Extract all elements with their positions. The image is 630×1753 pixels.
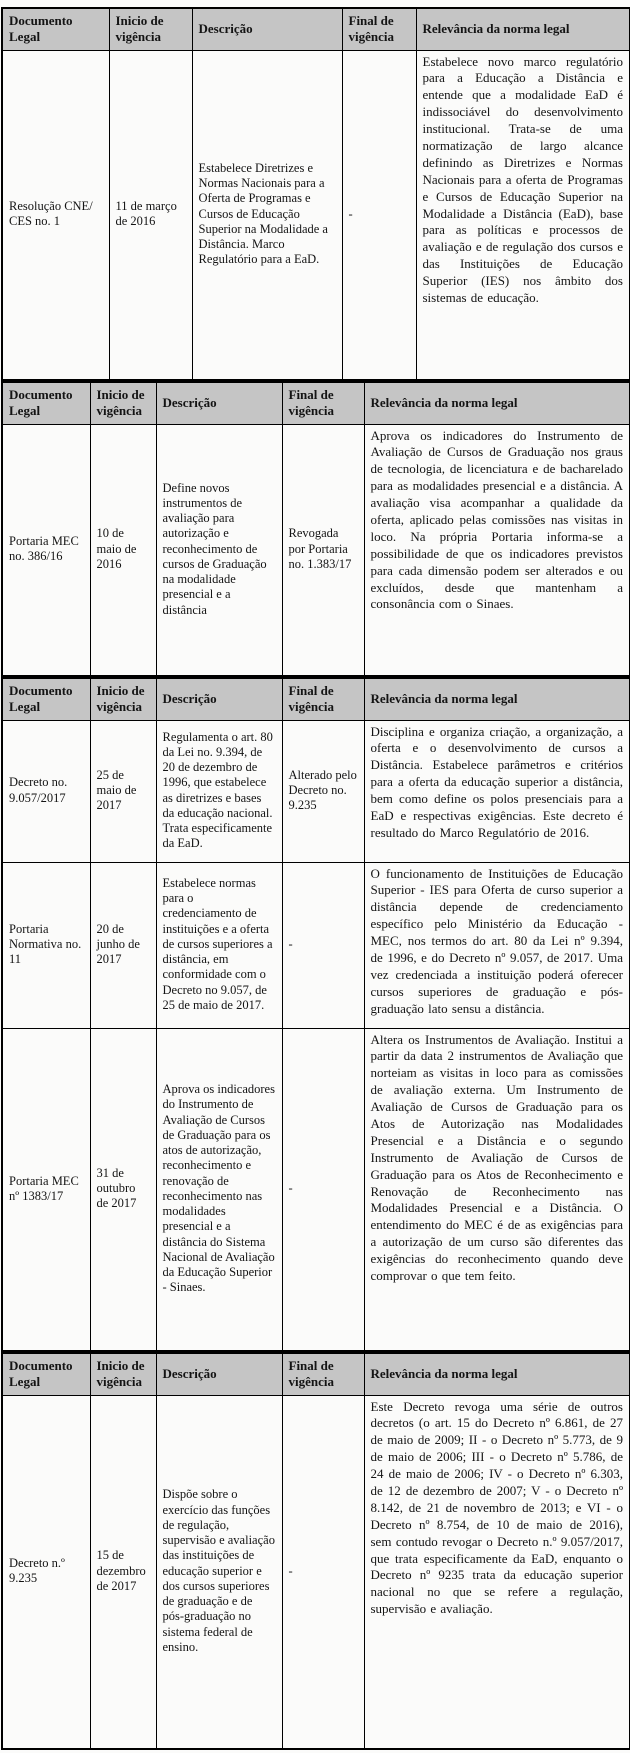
col-header-inicio-vigencia: Inicio de vigência [90, 1353, 156, 1395]
cell-final-vigencia: - [282, 1028, 364, 1351]
col-header-final-vigencia: Final de vigência [282, 1353, 364, 1395]
cell-relevancia: O funcionamento de Instituições de Educação Superior - IES para Oferta de curso superior a distância depende de credenciamento específico pelo Ministério da Educação - MEC, nos termos do art. 80 da Lei nº 9.394, de 1996, e do Decreto nº 9.057, de 2017. Uma vez credenciada a instituição poderá oferecer cursos superiores de graduação e pós-graduação lato sensu a distância. [364, 862, 630, 1028]
cell-documento-legal: Decreto no. 9.057/2017 [2, 720, 90, 862]
cell-inicio-vigencia: 11 de março de 2016 [109, 50, 192, 380]
cell-final-vigencia: Alterado pelo Decreto no. 9.235 [282, 720, 364, 862]
norma-table-section-2 [1, 381, 630, 677]
col-header-relevancia: Relevância da norma legal [364, 1353, 630, 1395]
col-header-documento-legal: Documento Legal [2, 382, 90, 424]
cell-descricao: Estabelece Diretrizes e Normas Nacionais para a Oferta de Programas e Cursos de Educação Superior na Modalidade a Distância. Marco Regulatório para a EaD. [192, 50, 342, 380]
col-header-relevancia: Relevância da norma legal [364, 382, 630, 424]
table-row-portaria-mec-386-16 [2, 424, 630, 676]
cell-documento-legal: Portaria MEC nº 1383/17 [2, 1028, 90, 1351]
table-row-decreto-9057-2017 [2, 720, 630, 862]
table-row-portaria-mec-1383-17 [2, 1028, 630, 1351]
cell-documento-legal: Resolução CNE/ CES no. 1 [2, 50, 109, 380]
col-header-inicio-vigencia: Inicio de vigência [90, 382, 156, 424]
cell-descricao: Define novos instrumentos de avaliação para autorização e reconhecimento de cursos de Graduação na modalidade presencial e a distância [156, 424, 282, 676]
cell-descricao: Aprova os indicadores do Instrumento de Avaliação de Cursos de Graduação para os atos de autorização, reconhecimento e renovação de reconhecimento nas modalidades presencial e a distância do Sistema Nacional de Avaliação da Educação Superior - Sinaes. [156, 1028, 282, 1351]
col-header-relevancia: Relevância da norma legal [416, 8, 630, 50]
cell-documento-legal: Portaria MEC no. 386/16 [2, 424, 90, 676]
table-row-portaria-normativa-11 [2, 862, 630, 1028]
cell-relevancia: Altera os Instrumentos de Avaliação. Institui a partir da data 2 instrumentos de Avaliação que norteiam as visitas in loco para as comissões de avaliação externa. Um Instrumento de Avaliação de Cursos de Graduação para os Atos de Autorização nas Modalidades Presencial e a Distância e o segundo Instrumento de Avaliação de Cursos de Graduação para os Atos de Reconhecimento e Renovação de Reconhecimento nas Modalidades Presencial e a Distância. O entendimento do MEC é de as exigências para a autorização de um curso são diferentes das exigências do reconhecimento quando deve comprovar o que tem feito. [364, 1028, 630, 1351]
cell-final-vigencia: - [342, 50, 416, 380]
col-header-descricao: Descrição [192, 8, 342, 50]
header-row [2, 8, 630, 50]
cell-final-vigencia: Revogada por Portaria no. 1.383/17 [282, 424, 364, 676]
col-header-inicio-vigencia: Inicio de vigência [90, 678, 156, 720]
cell-inicio-vigencia: 10 de maio de 2016 [90, 424, 156, 676]
cell-inicio-vigencia: 25 de maio de 2017 [90, 720, 156, 862]
norma-table-section-4 [1, 1352, 630, 1750]
table-row-resolucao-cne-ces-1 [2, 50, 630, 380]
cell-documento-legal: Decreto n.º 9.235 [2, 1395, 90, 1749]
cell-inicio-vigencia: 15 de dezembro de 2017 [90, 1395, 156, 1749]
cell-relevancia: Aprova os indicadores do Instrumento de Avaliação de Cursos de Graduação nos graus de tecnologia, de licenciatura e de bacharelado para as modalidades presencial e a distância. A avaliação visa acompanhar a qualidade da oferta, aplicado pelas comissões nas visitas in loco. Na própria Portaria informa-se a possibilidade de que os indicadores previstos para cada dimensão podem ser alterados e ou excluídos, desde que mantenham a consonância com o Sinaes. [364, 424, 630, 676]
cell-descricao: Dispõe sobre o exercício das funções de regulação, supervisão e avaliação das instituições de educação superior e dos cursos superiores de graduação e de pós-graduação no sistema federal de ensino. [156, 1395, 282, 1749]
col-header-final-vigencia: Final de vigência [282, 382, 364, 424]
cell-final-vigencia: - [282, 1395, 364, 1749]
norma-table-section-1 [1, 7, 630, 381]
col-header-documento-legal: Documento Legal [2, 1353, 90, 1395]
cell-inicio-vigencia: 31 de outubro de 2017 [90, 1028, 156, 1351]
col-header-documento-legal: Documento Legal [2, 8, 109, 50]
cell-documento-legal: Portaria Normativa no. 11 [2, 862, 90, 1028]
cell-relevancia: Estabelece novo marco regulatório para a Educação a Distância e entende que a modalidade EaD é indissociável do desenvolvimento institucional. Trata-se de uma normatização de largo alcance definindo as Diretrizes e Normas Nacionais para a oferta de Programas e Cursos de Educação Superior na Modalidade a Distância (EaD), base para as políticas e processos de avaliação e de regulação dos cursos e das Instituições de Educação Superior (IES) nos âmbito dos sistemas de educação. [416, 50, 630, 380]
cell-relevancia: Este Decreto revoga uma série de outros decretos (o art. 15 do Decreto nº 6.861, de 27 de maio de 2009; II - o Decreto nº 5.773, de 9 de maio de 2006; III - o Decreto nº 5.786, de 24 de maio de 2006; IV - o Decreto nº 6.303, de 12 de dezembro de 2007; V - o Decreto nº 8.142, de 21 de novembro de 2013; e VI - o Decreto nº 8.754, de 10 de maio de 2016), sem contudo revogar o Decreto n.º 9.057/2017, que trata especificamente da EaD, enquanto o Decreto nº 9235 trata da educação superior nacional no que se refere a regulação, supervisão e avaliação. [364, 1395, 630, 1749]
col-header-descricao: Descrição [156, 678, 282, 720]
norma-table-section-3 [1, 677, 630, 1352]
cell-inicio-vigencia: 20 de junho de 2017 [90, 862, 156, 1028]
header-row [2, 678, 630, 720]
cell-descricao: Estabelece normas para o credenciamento de instituições e a oferta de cursos superiores a distância, em conformidade com o Decreto no 9.057, de 25 de maio de 2017. [156, 862, 282, 1028]
cell-relevancia: Disciplina e organiza criação, a organização, a oferta e o desenvolvimento de cursos a Distância. Estabelece parâmetros e critérios para a oferta da educação superior a distância, bem como define os polos presenciais para a EaD e respectivas exigências. Este decreto é resultado do Marco Regulatório de 2016. [364, 720, 630, 862]
col-header-documento-legal: Documento Legal [2, 678, 90, 720]
cell-final-vigencia: - [282, 862, 364, 1028]
col-header-descricao: Descrição [156, 382, 282, 424]
col-header-final-vigencia: Final de vigência [282, 678, 364, 720]
col-header-descricao: Descrição [156, 1353, 282, 1395]
table-row-decreto-9235 [2, 1395, 630, 1749]
col-header-inicio-vigencia: Inicio de vigência [109, 8, 192, 50]
col-header-final-vigencia: Final de vigência [342, 8, 416, 50]
cell-descricao: Regulamenta o art. 80 da Lei no. 9.394, de 20 de dezembro de 1996, que estabelece as diretrizes e bases da educação nacional. Trata especificamente da EaD. [156, 720, 282, 862]
header-row [2, 1353, 630, 1395]
col-header-relevancia: Relevância da norma legal [364, 678, 630, 720]
header-row [2, 382, 630, 424]
